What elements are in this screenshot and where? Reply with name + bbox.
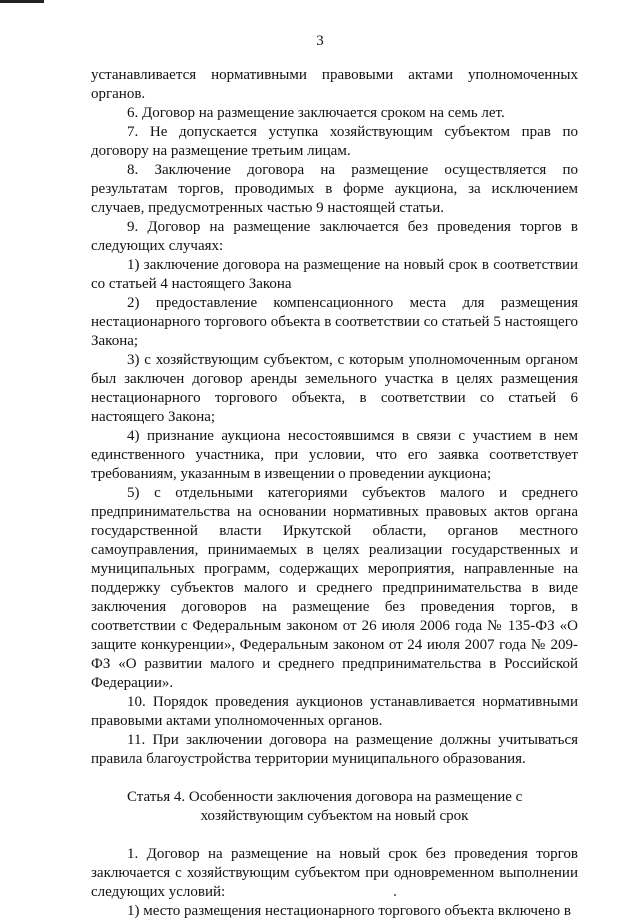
article-heading-line2: хозяйствующим субъектом на новый срок [200, 808, 469, 824]
spacer [91, 769, 578, 788]
paragraph-subclause-4: 4) признание аукциона несостоявшимся в связи с участием в нем единственного участника, при условии, что его заявка соответствует требованиям, указанным в извещении о проведении аукциона; [91, 428, 578, 482]
paragraph-clause-11: 11. При заключении договора на размещение должны учитываться правила благоустройства территории муниципального образования. [91, 732, 578, 767]
paragraph-clause-6: 6. Договор на размещение заключается сроком на семь лет. [127, 105, 505, 121]
paragraph-subclause-2: 2) предоставление компенсационного места для размещения нестационарного торгового объекта в соответствии со статьей 5 настоящего Закона; [91, 295, 578, 349]
spacer [91, 826, 578, 845]
paragraph-clause-8: 8. Заключение договора на размещение осуществляется по результатам торгов, проводимых в форме аукциона, за исключением случаев, предусмотренных частью 9 настоящей статьи. [91, 162, 578, 216]
paragraph-continuation: устанавливается нормативными правовыми актами уполномоченных органов. [91, 67, 578, 102]
paragraph-subclause-1: 1) заключение договора на размещение на новый срок в соответствии со статьей 4 настоящего Закона [91, 257, 578, 292]
paragraph-clause-7: 7. Не допускается уступка хозяйствующим субъектом прав по договору на размещение третьим лицам. [91, 124, 578, 159]
paragraph-subclause-5: 5) с отдельными категориями субъектов малого и среднего предпринимательства на основании нормативных правовых актов органа государственной власти Иркутской области, органов местного самоуправления, принимаемых в целях реализации государственных и муниципальных программ, содержащих мероприятия, направленные на поддержку субъектов малого и среднего предпринимательства в виде заключения договоров на размещение без проведения торгов, в соответствии с Федеральным законом от 26 июля 2006 года № 135-ФЗ «О защите конкуренции», Федеральным законом от 24 июля 2007 года № 209-ФЗ «О развитии малого и среднего предпринимательства в Российской Федерации». [91, 485, 578, 691]
paragraph-article4-subclause-1: 1) место размещения нестационарного торгового объекта включено в [127, 903, 571, 919]
scan-artifact-dot [394, 894, 396, 896]
paragraph-clause-9: 9. Договор на размещение заключается без проведения торгов в следующих случаях: [91, 219, 578, 254]
article-heading-line1: Статья 4. Особенности заключения договора на размещение с [127, 789, 523, 805]
paragraph-subclause-3: 3) с хозяйствующим субъектом, с которым уполномоченным органом был заключен договор аренды земельного участка в целях размещения нестационарного торгового объекта, в соответствии со статьей 6 настоящего Закона; [91, 352, 578, 425]
paragraph-clause-10: 10. Порядок проведения аукционов устанавливается нормативными правовыми актами уполномоченных органов. [91, 694, 578, 729]
scan-artifact [0, 0, 44, 3]
paragraph-article4-clause-1: 1. Договор на размещение на новый срок без проведения торгов заключается с хозяйствующим субъектом при одновременном выполнении следующих условий: [91, 846, 578, 900]
document-body [91, 66, 578, 921]
article-heading [91, 788, 578, 826]
page-number: 3 [316, 33, 324, 49]
